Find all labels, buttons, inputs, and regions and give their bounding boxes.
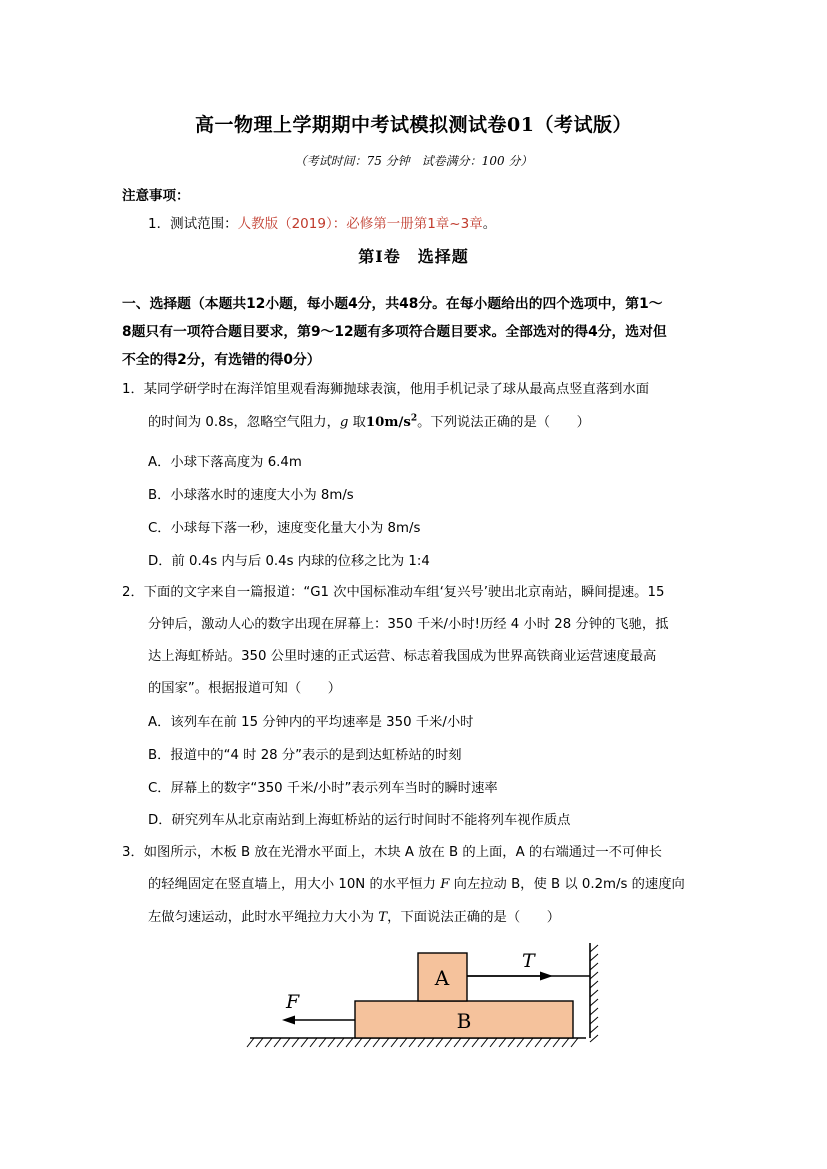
ground-hatch-mark xyxy=(364,1038,371,1047)
wall-hatch-mark xyxy=(590,972,598,979)
q3-text: ，下面说法正确的是（ ） xyxy=(387,910,561,925)
q1-stem-line xyxy=(148,411,590,430)
q3-figure xyxy=(240,935,610,1055)
ground-hatch-mark xyxy=(472,1038,479,1047)
ground xyxy=(247,1038,586,1047)
ground-hatch-mark xyxy=(391,1038,398,1047)
q1-g-exponent: 2 xyxy=(410,413,418,424)
wall-hatch-mark xyxy=(590,981,598,988)
q3-stem-line xyxy=(148,906,560,925)
q2-option-d: D．研究列车从北京南站到上海虹桥站的运行时间时不能将列车视作质点 xyxy=(148,813,571,828)
ground-hatch-mark xyxy=(337,1038,344,1047)
ground-hatch-mark xyxy=(571,1038,578,1047)
part-title: 第Ⅰ卷 选择题 xyxy=(358,247,469,266)
q1-g-value: 10m/s xyxy=(365,415,411,430)
q1-option-c: C．小球每下落一秒，速度变化量大小为 8m/s xyxy=(148,521,421,536)
q1-text: 取 xyxy=(348,415,366,430)
tension-label: T xyxy=(522,950,535,972)
ground-hatch-mark xyxy=(247,1038,254,1047)
wall-hatch-mark xyxy=(590,954,598,961)
ground-hatch-mark xyxy=(346,1038,353,1047)
q3-stem-line: 3．如图所示，木板 B 放在光滑水平面上，木块 A 放在 B 的上面，A 的右端通过一不可伸长 xyxy=(122,845,662,860)
ground-hatch-mark xyxy=(328,1038,335,1047)
ground-hatch-mark xyxy=(481,1038,488,1047)
ground-hatch-mark xyxy=(526,1038,533,1047)
scope-end: 。 xyxy=(482,216,497,232)
q3-text: 向左拉动 B，使 B 以 0.2m/s 的速度向 xyxy=(449,877,685,892)
ground-hatch-mark xyxy=(436,1038,443,1047)
ground-hatch-mark xyxy=(265,1038,272,1047)
notice-item-scope xyxy=(148,212,496,232)
wall-hatch-mark xyxy=(590,1008,598,1015)
ground-hatch-mark xyxy=(283,1038,290,1047)
page-title: 高一物理上学期期中考试模拟测试卷01（考试版） xyxy=(195,114,632,136)
ground-hatch-mark xyxy=(319,1038,326,1047)
wall-hatch-mark xyxy=(590,945,598,952)
exam-info: （考试时间：75 分钟 试卷满分：100 分） xyxy=(294,154,533,168)
q2-option-c: C．屏幕上的数字“350 千米/小时”表示列车当时的瞬时速率 xyxy=(148,781,498,796)
section-instructions-line: 8题只有一项符合题目要求，第9～12题有多项符合题目要求。全部选对的得4分，选对但 xyxy=(122,324,667,340)
q3-T-symbol: T xyxy=(378,910,388,925)
section-instructions-line: 一、选择题（本题共12小题，每小题4分，共48分。在每小题给出的四个选项中，第1～ xyxy=(122,296,663,312)
q1-option-d: D．前 0.4s 内与后 0.4s 内球的位移之比为 1:4 xyxy=(148,554,430,569)
section-instructions-line: 不全的得2分，有选错的得0分） xyxy=(122,352,321,368)
ground-hatch-mark xyxy=(382,1038,389,1047)
ground-hatch-mark xyxy=(292,1038,299,1047)
q2-option-a: A．该列车在前 15 分钟内的平均速率是 350 千米/小时 xyxy=(148,715,474,730)
q2-option-b: B．报道中的“4 时 28 分”表示的是到达虹桥站的时刻 xyxy=(148,748,462,763)
wall-hatch-mark xyxy=(590,1035,598,1042)
wall-hatch-mark xyxy=(590,1026,598,1033)
ground-hatch-mark xyxy=(562,1038,569,1047)
ground-hatch-mark xyxy=(400,1038,407,1047)
block-a-label: A xyxy=(434,966,450,990)
tension-arrowhead xyxy=(540,972,553,981)
notice-heading: 注意事项： xyxy=(122,188,190,204)
ground-hatch-mark xyxy=(373,1038,380,1047)
ground-hatch-mark xyxy=(499,1038,506,1047)
q3-stem-line xyxy=(148,873,685,892)
ground-hatch-mark xyxy=(463,1038,470,1047)
ground-hatch-mark xyxy=(454,1038,461,1047)
q1-option-a: A．小球下落高度为 6.4m xyxy=(148,455,302,470)
ground-hatch-mark xyxy=(508,1038,515,1047)
scope-highlight: 人教版（2019）：必修第一册第1章~3章 xyxy=(237,216,483,232)
ground-hatch-mark xyxy=(310,1038,317,1047)
q3-text: 的轻绳固定在竖直墙上，用大小 10N 的水平恒力 xyxy=(148,877,441,892)
wall-hatch-mark xyxy=(590,990,598,997)
ground-hatch-mark xyxy=(409,1038,416,1047)
q2-stem-line: 的国家”。根据报道可知（ ） xyxy=(148,681,342,696)
ground-hatch-mark xyxy=(445,1038,452,1047)
q3-F-symbol: F xyxy=(440,877,450,892)
q2-stem-line: 分钟后，激动人心的数字出现在屏幕上：350 千米/小时!历经 4 小时 28 分钟的飞驰，抵 xyxy=(148,617,669,632)
q2-stem-line: 2．下面的文字来自一篇报道：“G1 次中国标准动车组‘复兴号’驶出北京南站，瞬间提速。15 xyxy=(122,585,665,600)
q3-text: 左做匀速运动，此时水平绳拉力大小为 xyxy=(148,910,379,925)
wall-hatch-mark xyxy=(590,999,598,1006)
ground-hatch-mark xyxy=(274,1038,281,1047)
ground-hatch-mark xyxy=(301,1038,308,1047)
q1-text: 的时间为 0.8s，忽略空气阻力， xyxy=(148,415,340,430)
ground-hatch-mark xyxy=(355,1038,362,1047)
ground-hatch-mark xyxy=(517,1038,524,1047)
scope-prefix: 1．测试范围： xyxy=(148,216,238,232)
ground-hatch-mark xyxy=(418,1038,425,1047)
q1-g-symbol: g xyxy=(339,415,349,430)
q1-text: 。下列说法正确的是（ ） xyxy=(417,415,590,430)
q1-stem-line: 1．某同学研学时在海洋馆里观看海狮抛球表演，他用手机记录了球从最高点竖直落到水面 xyxy=(122,382,650,397)
ground-hatch-mark xyxy=(427,1038,434,1047)
force-label: F xyxy=(286,991,300,1013)
ground-hatch-mark xyxy=(544,1038,551,1047)
wall-hatch-mark xyxy=(590,963,598,970)
q2-stem-line: 达上海虹桥站。350 公里时速的正式运营、标志着我国成为世界高铁商业运营速度最高 xyxy=(148,649,657,664)
wall xyxy=(590,943,598,1042)
ground-hatch-mark xyxy=(490,1038,497,1047)
block-b-label: B xyxy=(456,1009,472,1033)
force-arrowhead xyxy=(282,1016,295,1025)
ground-hatch-mark xyxy=(535,1038,542,1047)
wall-hatch-mark xyxy=(590,1017,598,1024)
ground-hatch-mark xyxy=(256,1038,263,1047)
ground-hatch-mark xyxy=(553,1038,560,1047)
q1-option-b: B．小球落水时的速度大小为 8m/s xyxy=(148,488,354,503)
